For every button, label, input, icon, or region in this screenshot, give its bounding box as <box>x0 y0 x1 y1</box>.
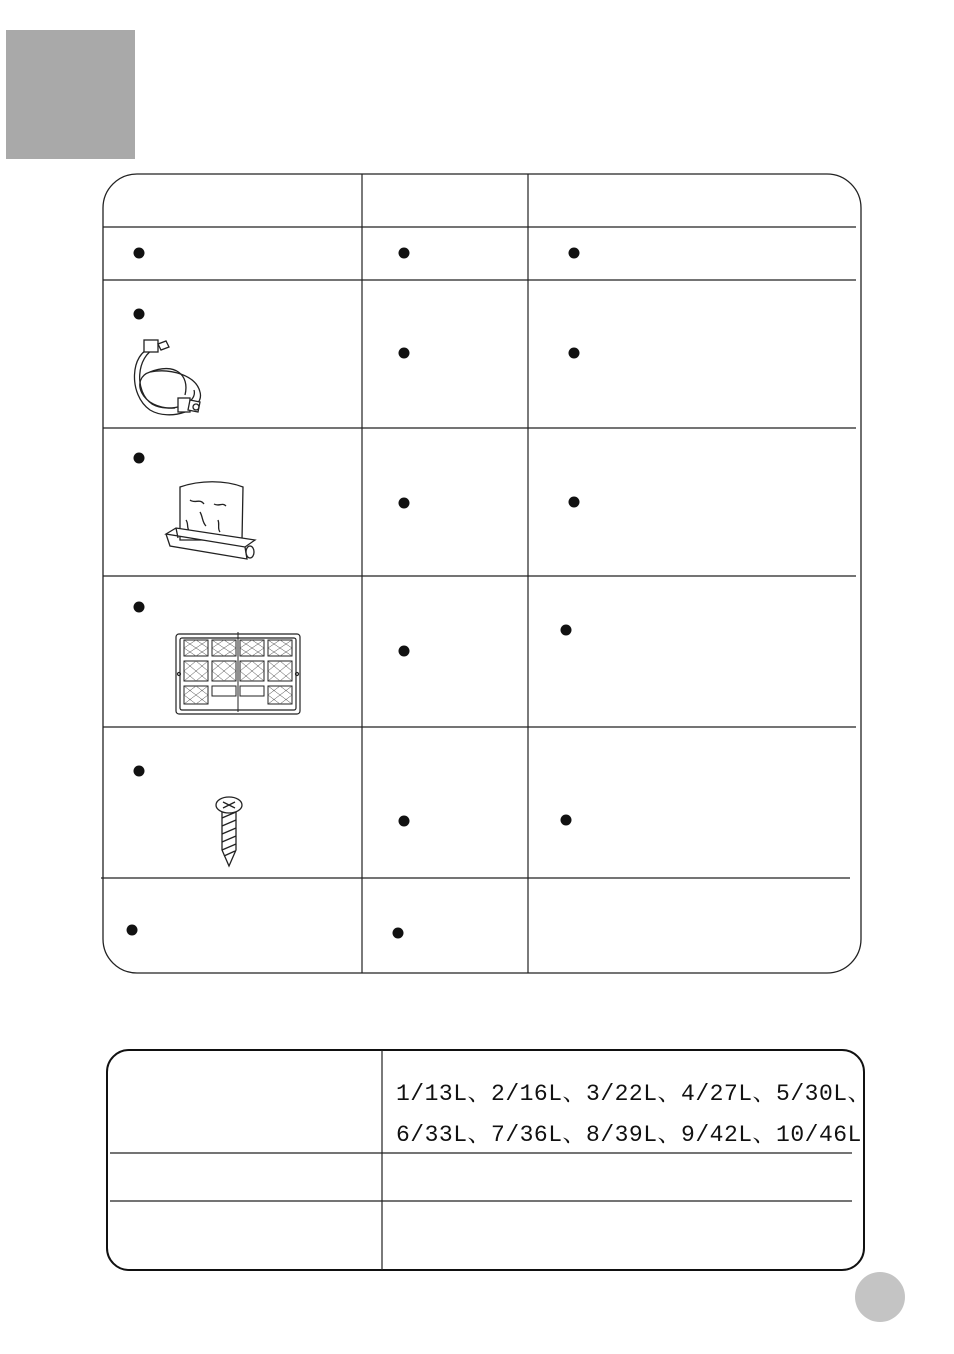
page-number-circle <box>855 1272 905 1322</box>
water-levels-line-1: 1/13L、2/16L、3/22L、4/27L、5/30L、 <box>396 1081 872 1107</box>
water-levels-line-2: 6/33L、7/36L、8/39L、9/42L、10/46L <box>396 1122 862 1148</box>
